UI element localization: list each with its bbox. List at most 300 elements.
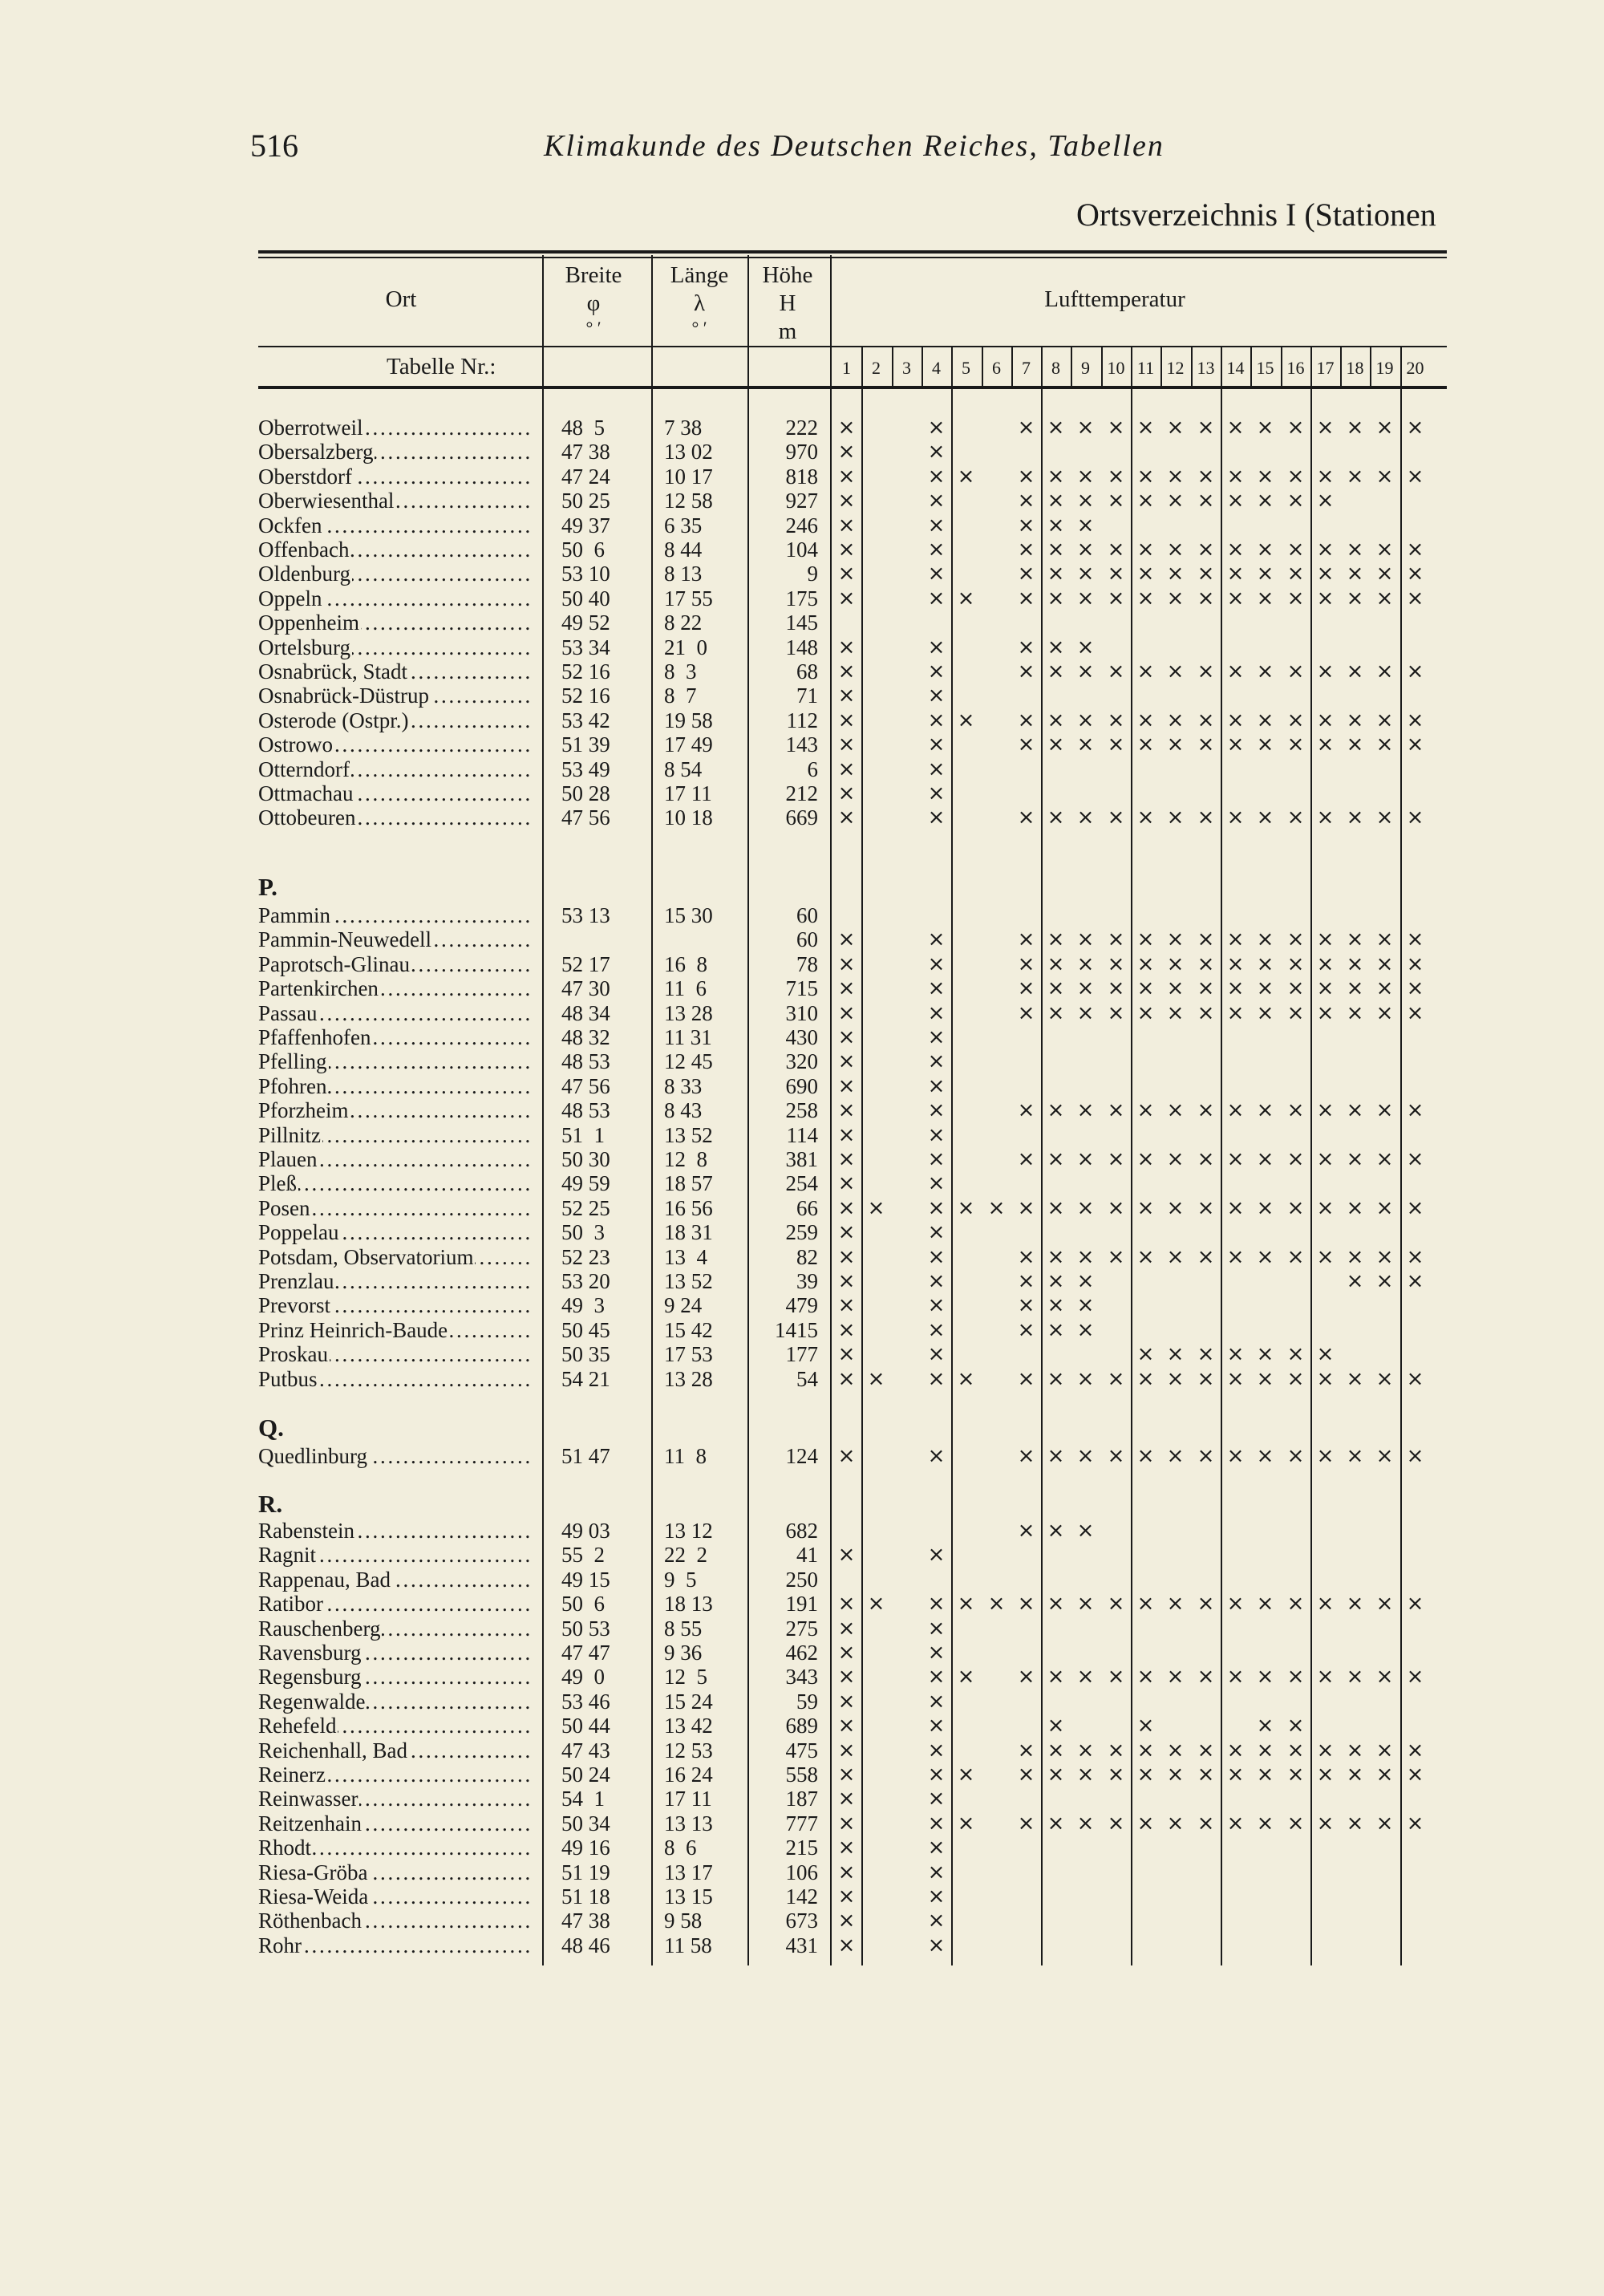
temperature-mark: × <box>1047 976 1065 1000</box>
temperature-mark: × <box>1286 1811 1305 1836</box>
temperature-mark: × <box>927 927 946 951</box>
longitude-value: 8 3 <box>664 659 697 684</box>
temperature-mark: × <box>1017 659 1035 684</box>
temperature-mark: × <box>1197 732 1215 757</box>
altitude-value: 970 <box>785 440 818 464</box>
temperature-mark: × <box>1375 416 1394 440</box>
temperature-mark: × <box>1375 1367 1394 1391</box>
altitude-value: 143 <box>785 732 818 757</box>
temperature-mark: × <box>1107 805 1125 830</box>
temperature-mark: × <box>1047 659 1065 684</box>
table-row <box>0 952 1604 976</box>
station-name: Osnabrück-Düstrup . . . <box>258 684 533 708</box>
temperature-mark: × <box>1197 1444 1215 1468</box>
temperature-mark: × <box>1197 1196 1215 1220</box>
temperature-mark: × <box>957 586 975 611</box>
section-letter: Q. <box>258 1414 284 1442</box>
temperature-mark: × <box>927 1269 946 1293</box>
temperature-mark: × <box>1136 1444 1155 1468</box>
altitude-value: 381 <box>785 1147 818 1171</box>
station-name: Pleß . . . <box>258 1171 533 1195</box>
temperature-mark: × <box>1316 416 1335 440</box>
temperature-mark: × <box>837 1444 856 1468</box>
temperature-mark: × <box>1197 464 1215 489</box>
longitude-value: 12 45 <box>664 1049 713 1073</box>
temperature-mark: × <box>1107 1196 1125 1220</box>
header-bottom-rule <box>258 386 1447 389</box>
temperature-mark: × <box>1286 1098 1305 1122</box>
latitude-value: 48 53 <box>561 1049 610 1073</box>
temperature-mark: × <box>1286 1245 1305 1269</box>
longitude-value: 12 8 <box>664 1147 707 1171</box>
temperature-mark: × <box>1316 1342 1335 1366</box>
temperature-mark: × <box>1226 416 1245 440</box>
altitude-value: 479 <box>785 1293 818 1317</box>
temperature-mark: × <box>1017 635 1035 659</box>
station-name: Pammin . . . <box>258 903 533 927</box>
temperature-mark: × <box>1136 1196 1155 1220</box>
temperature-mark: × <box>927 1909 946 1933</box>
temperature-mark: × <box>1256 732 1274 757</box>
temperature-mark: × <box>1286 464 1305 489</box>
temperature-mark: × <box>1047 732 1065 757</box>
header-laenge: Länge λ ° ′ <box>670 262 729 338</box>
temperature-mark: × <box>927 1123 946 1147</box>
temperature-mark: × <box>1346 416 1364 440</box>
table-row <box>0 1001 1604 1025</box>
longitude-value: 8 55 <box>664 1617 703 1641</box>
temperature-mark: × <box>1136 416 1155 440</box>
temperature-mark: × <box>837 1641 856 1665</box>
temperature-mark: × <box>1256 464 1274 489</box>
temperature-mark: × <box>1316 1367 1335 1391</box>
station-name: Oberrotweil . . . <box>258 416 533 440</box>
temperature-mark: × <box>1136 537 1155 562</box>
temperature-mark: × <box>837 1098 856 1122</box>
temperature-mark: × <box>1107 464 1125 489</box>
temperature-mark: × <box>1256 1342 1274 1366</box>
temperature-mark: × <box>1226 537 1245 562</box>
altitude-value: 145 <box>785 611 818 635</box>
altitude-value: 475 <box>785 1738 818 1763</box>
temperature-mark: × <box>1406 1196 1424 1220</box>
longitude-value: 16 56 <box>664 1196 713 1220</box>
temperature-mark: × <box>1375 1196 1394 1220</box>
temperature-mark: × <box>1226 927 1245 951</box>
temperature-mark: × <box>837 1269 856 1293</box>
longitude-value: 16 24 <box>664 1763 713 1787</box>
temperature-mark: × <box>1197 659 1215 684</box>
longitude-value: 8 6 <box>664 1836 697 1860</box>
column-number: 2 <box>872 358 881 378</box>
temperature-mark: × <box>1017 586 1035 611</box>
longitude-value: 8 7 <box>664 684 697 708</box>
temperature-mark: × <box>1076 1245 1095 1269</box>
station-name: Reitzenhain . . . <box>258 1811 533 1836</box>
temperature-mark: × <box>837 1617 856 1641</box>
station-name: Reinerz . . . <box>258 1763 533 1787</box>
temperature-mark: × <box>1375 1269 1394 1293</box>
table-row <box>0 1860 1604 1884</box>
temperature-mark: × <box>1166 489 1185 513</box>
temperature-mark: × <box>1375 1444 1394 1468</box>
temperature-mark: × <box>1076 927 1095 951</box>
latitude-value: 50 35 <box>561 1342 610 1366</box>
temperature-mark: × <box>1226 1001 1245 1025</box>
temperature-mark: × <box>927 1245 946 1269</box>
table-row <box>0 1098 1604 1122</box>
longitude-value: 18 13 <box>664 1592 713 1616</box>
temperature-mark: × <box>1286 732 1305 757</box>
temperature-mark: × <box>1017 708 1035 732</box>
temperature-mark: × <box>1286 1592 1305 1616</box>
temperature-mark: × <box>927 1763 946 1787</box>
table-row <box>0 708 1604 732</box>
latitude-value: 50 30 <box>561 1147 610 1171</box>
temperature-mark: × <box>1375 464 1394 489</box>
temperature-mark: × <box>1166 1592 1185 1616</box>
table-row <box>0 1884 1604 1909</box>
section-letter: R. <box>258 1490 283 1518</box>
header-hoehe: Höhe H m <box>762 262 813 344</box>
column-number: 10 <box>1107 358 1125 378</box>
latitude-value: 47 24 <box>561 464 610 489</box>
table-row <box>0 1811 1604 1836</box>
header-lufttemperatur: Lufttemperatur <box>1044 286 1185 312</box>
altitude-value: 148 <box>785 635 818 659</box>
temperature-mark: × <box>1076 635 1095 659</box>
altitude-value: 689 <box>785 1714 818 1738</box>
temperature-mark: × <box>927 1220 946 1244</box>
temperature-mark: × <box>927 1592 946 1616</box>
temperature-mark: × <box>837 489 856 513</box>
temperature-mark: × <box>1316 464 1335 489</box>
temperature-mark: × <box>837 659 856 684</box>
longitude-value: 19 58 <box>664 708 713 732</box>
longitude-value: 8 44 <box>664 537 703 562</box>
column-number: 3 <box>902 358 911 378</box>
station-name: Obersalzberg . . . <box>258 440 533 464</box>
station-name: Rappenau, Bad . . . <box>258 1568 533 1592</box>
temperature-mark: × <box>1017 1147 1035 1171</box>
temperature-mark: × <box>1316 1811 1335 1836</box>
altitude-value: 927 <box>785 489 818 513</box>
temperature-mark: × <box>1286 489 1305 513</box>
longitude-value: 10 18 <box>664 805 713 830</box>
altitude-value: 1415 <box>775 1318 818 1342</box>
temperature-mark: × <box>1286 952 1305 976</box>
temperature-mark: × <box>1047 1592 1065 1616</box>
temp-column-rule <box>1250 347 1252 387</box>
temperature-mark: × <box>1136 464 1155 489</box>
temperature-mark: × <box>1017 952 1035 976</box>
table-row <box>0 1245 1604 1269</box>
altitude-value: 818 <box>785 464 818 489</box>
temperature-mark: × <box>927 1714 946 1738</box>
temperature-mark: × <box>1017 1001 1035 1025</box>
altitude-value: 777 <box>785 1811 818 1836</box>
temperature-mark: × <box>1166 537 1185 562</box>
table-row <box>0 1714 1604 1738</box>
temperature-mark: × <box>1346 1665 1364 1689</box>
temperature-mark: × <box>927 1690 946 1714</box>
temperature-mark: × <box>1375 1811 1394 1836</box>
longitude-value: 17 53 <box>664 1342 713 1366</box>
temperature-mark: × <box>1017 1592 1035 1616</box>
temperature-mark: × <box>1047 1269 1065 1293</box>
table-row <box>0 1763 1604 1787</box>
temperature-mark: × <box>1136 489 1155 513</box>
temperature-mark: × <box>1316 586 1335 611</box>
temperature-mark: × <box>1047 1738 1065 1763</box>
temperature-mark: × <box>1166 586 1185 611</box>
temperature-mark: × <box>837 976 856 1000</box>
temperature-mark: × <box>837 1049 856 1073</box>
table-row <box>0 1690 1604 1714</box>
longitude-value: 11 6 <box>664 976 707 1000</box>
temperature-mark: × <box>1256 416 1274 440</box>
temperature-mark: × <box>1256 1714 1274 1738</box>
temperature-mark: × <box>1226 976 1245 1000</box>
temperature-mark: × <box>837 1884 856 1909</box>
temp-column-rule <box>1160 347 1162 387</box>
temperature-mark: × <box>1136 805 1155 830</box>
temperature-mark: × <box>1136 1098 1155 1122</box>
table-row <box>0 1787 1604 1811</box>
temperature-mark: × <box>1256 659 1274 684</box>
temperature-mark: × <box>1166 805 1185 830</box>
temperature-mark: × <box>1047 1001 1065 1025</box>
temperature-mark: × <box>1017 1293 1035 1317</box>
table-row <box>0 1519 1604 1543</box>
temperature-mark: × <box>837 440 856 464</box>
temperature-mark: × <box>1047 635 1065 659</box>
temperature-mark: × <box>1256 708 1274 732</box>
temperature-mark: × <box>1406 1269 1424 1293</box>
latitude-value: 52 16 <box>561 684 610 708</box>
longitude-value: 17 11 <box>664 1787 712 1811</box>
altitude-value: 246 <box>785 513 818 537</box>
altitude-value: 66 <box>796 1196 818 1220</box>
temperature-mark: × <box>1076 659 1095 684</box>
altitude-value: 250 <box>785 1568 818 1592</box>
temperature-mark: × <box>1197 1098 1215 1122</box>
temperature-mark: × <box>1136 1147 1155 1171</box>
temperature-mark: × <box>837 416 856 440</box>
longitude-value: 13 12 <box>664 1519 713 1543</box>
altitude-value: 431 <box>785 1933 818 1957</box>
temperature-mark: × <box>1375 1147 1394 1171</box>
temperature-mark: × <box>1316 659 1335 684</box>
temperature-mark: × <box>927 1836 946 1860</box>
temperature-mark: × <box>1406 464 1424 489</box>
temperature-mark: × <box>1375 586 1394 611</box>
table-row <box>0 1367 1604 1391</box>
temperature-mark: × <box>1346 537 1364 562</box>
temperature-mark: × <box>1197 1763 1215 1787</box>
temperature-mark: × <box>1406 1811 1424 1836</box>
column-number: 12 <box>1166 358 1185 378</box>
temperature-mark: × <box>1166 708 1185 732</box>
temperature-mark: × <box>1076 1444 1095 1468</box>
station-name: Ostrowo . . . <box>258 732 533 757</box>
longitude-value: 9 24 <box>664 1293 703 1317</box>
temperature-mark: × <box>1047 537 1065 562</box>
temperature-mark: × <box>1197 952 1215 976</box>
temperature-mark: × <box>1136 1714 1155 1738</box>
temperature-mark: × <box>1316 1245 1335 1269</box>
station-name: Passau . . . <box>258 1001 533 1025</box>
column-number: 19 <box>1375 358 1394 378</box>
temperature-mark: × <box>837 732 856 757</box>
temperature-mark: × <box>1047 1147 1065 1171</box>
temperature-mark: × <box>1226 586 1245 611</box>
temperature-mark: × <box>1226 1738 1245 1763</box>
table-row <box>0 635 1604 659</box>
temperature-mark: × <box>1256 1196 1274 1220</box>
station-name: Potsdam, Observatorium . . . <box>258 1245 533 1269</box>
table-row <box>0 1592 1604 1616</box>
temperature-mark: × <box>1226 659 1245 684</box>
table-row <box>0 1665 1604 1689</box>
latitude-value: 50 28 <box>561 781 610 805</box>
column-number: 7 <box>1022 358 1031 378</box>
column-number: 18 <box>1346 358 1364 378</box>
temperature-mark: × <box>1076 708 1095 732</box>
temperature-mark: × <box>1286 1196 1305 1220</box>
altitude-value: 682 <box>785 1519 818 1543</box>
table-row <box>0 1147 1604 1171</box>
temperature-mark: × <box>1047 805 1065 830</box>
temperature-mark: × <box>1226 1444 1245 1468</box>
temperature-mark: × <box>927 1787 946 1811</box>
latitude-value: 50 3 <box>561 1220 605 1244</box>
temp-column-rule <box>1340 347 1342 387</box>
temperature-mark: × <box>1375 537 1394 562</box>
station-name: Oldenburg . . . <box>258 562 533 586</box>
temperature-mark: × <box>1256 805 1274 830</box>
longitude-value: 13 17 <box>664 1860 713 1884</box>
temperature-mark: × <box>1406 732 1424 757</box>
temperature-mark: × <box>1017 1269 1035 1293</box>
table-row <box>0 1738 1604 1763</box>
temperature-mark: × <box>1286 1444 1305 1468</box>
temperature-mark: × <box>1406 537 1424 562</box>
temperature-mark: × <box>837 1787 856 1811</box>
table-row <box>0 903 1604 927</box>
temperature-mark: × <box>1136 1001 1155 1025</box>
temperature-mark: × <box>1076 1147 1095 1171</box>
temperature-mark: × <box>1107 416 1125 440</box>
temperature-mark: × <box>927 1025 946 1049</box>
temperature-mark: × <box>1226 732 1245 757</box>
latitude-value: 51 18 <box>561 1884 610 1909</box>
temperature-mark: × <box>1286 1738 1305 1763</box>
temperature-mark: × <box>1166 1738 1185 1763</box>
table-row <box>0 1909 1604 1933</box>
latitude-value: 52 16 <box>561 659 610 684</box>
temperature-mark: × <box>1076 489 1095 513</box>
temperature-mark: × <box>1406 1665 1424 1689</box>
longitude-value: 8 22 <box>664 611 703 635</box>
altitude-value: 112 <box>786 708 818 732</box>
station-name: Prevorst . . . <box>258 1293 533 1317</box>
temperature-mark: × <box>1136 732 1155 757</box>
temperature-mark: × <box>927 416 946 440</box>
longitude-value: 7 38 <box>664 416 703 440</box>
altitude-value: 59 <box>796 1690 818 1714</box>
station-name: Reichenhall, Bad . . . <box>258 1738 533 1763</box>
temperature-mark: × <box>1197 1001 1215 1025</box>
column-number: 14 <box>1226 358 1245 378</box>
altitude-value: 254 <box>785 1171 818 1195</box>
temperature-mark: × <box>1375 562 1394 586</box>
temp-column-rule <box>1191 347 1193 387</box>
temperature-mark: × <box>1017 976 1035 1000</box>
temperature-mark: × <box>1107 927 1125 951</box>
table-row <box>0 684 1604 708</box>
temperature-mark: × <box>837 513 856 537</box>
temperature-mark: × <box>1286 562 1305 586</box>
temperature-mark: × <box>1346 708 1364 732</box>
temperature-mark: × <box>1286 659 1305 684</box>
temperature-mark: × <box>927 1444 946 1468</box>
station-name: Pillnitz . . . <box>258 1123 533 1147</box>
temperature-mark: × <box>1346 1592 1364 1616</box>
temperature-mark: × <box>1226 805 1245 830</box>
temperature-mark: × <box>1375 1738 1394 1763</box>
table-row <box>0 976 1604 1000</box>
temperature-mark: × <box>1256 927 1274 951</box>
longitude-value: 13 42 <box>664 1714 713 1738</box>
temperature-mark: × <box>1047 1293 1065 1317</box>
temperature-mark: × <box>1375 952 1394 976</box>
temperature-mark: × <box>1017 1763 1035 1787</box>
temperature-mark: × <box>837 1738 856 1763</box>
temperature-mark: × <box>1076 1293 1095 1317</box>
station-name: Rohr . . . <box>258 1933 533 1957</box>
temperature-mark: × <box>927 1884 946 1909</box>
table-row <box>0 927 1604 951</box>
temperature-mark: × <box>1406 562 1424 586</box>
temperature-mark: × <box>957 1196 975 1220</box>
temperature-mark: × <box>837 1665 856 1689</box>
longitude-value: 11 8 <box>664 1444 707 1468</box>
temperature-mark: × <box>1076 586 1095 611</box>
altitude-value: 191 <box>785 1592 818 1616</box>
temperature-mark: × <box>837 1763 856 1787</box>
temperature-mark: × <box>1107 1811 1125 1836</box>
station-name: Ortelsburg . . . <box>258 635 533 659</box>
temperature-mark: × <box>927 952 946 976</box>
table-title: Ortsverzeichnis I (Stationen <box>1076 197 1436 233</box>
temperature-mark: × <box>1316 976 1335 1000</box>
temperature-mark: × <box>957 1811 975 1836</box>
temperature-mark: × <box>1047 1367 1065 1391</box>
temperature-mark: × <box>1346 659 1364 684</box>
temperature-mark: × <box>1286 537 1305 562</box>
station-name: Ottobeuren . . . <box>258 805 533 830</box>
temperature-mark: × <box>1226 464 1245 489</box>
latitude-value: 50 6 <box>561 537 605 562</box>
temperature-mark: × <box>1375 1665 1394 1689</box>
temperature-mark: × <box>1017 1519 1035 1543</box>
station-name: Pforzheim . . . <box>258 1098 533 1122</box>
temperature-mark: × <box>1107 732 1125 757</box>
temperature-mark: × <box>1166 1665 1185 1689</box>
temperature-mark: × <box>1406 805 1424 830</box>
temperature-mark: × <box>1017 805 1035 830</box>
